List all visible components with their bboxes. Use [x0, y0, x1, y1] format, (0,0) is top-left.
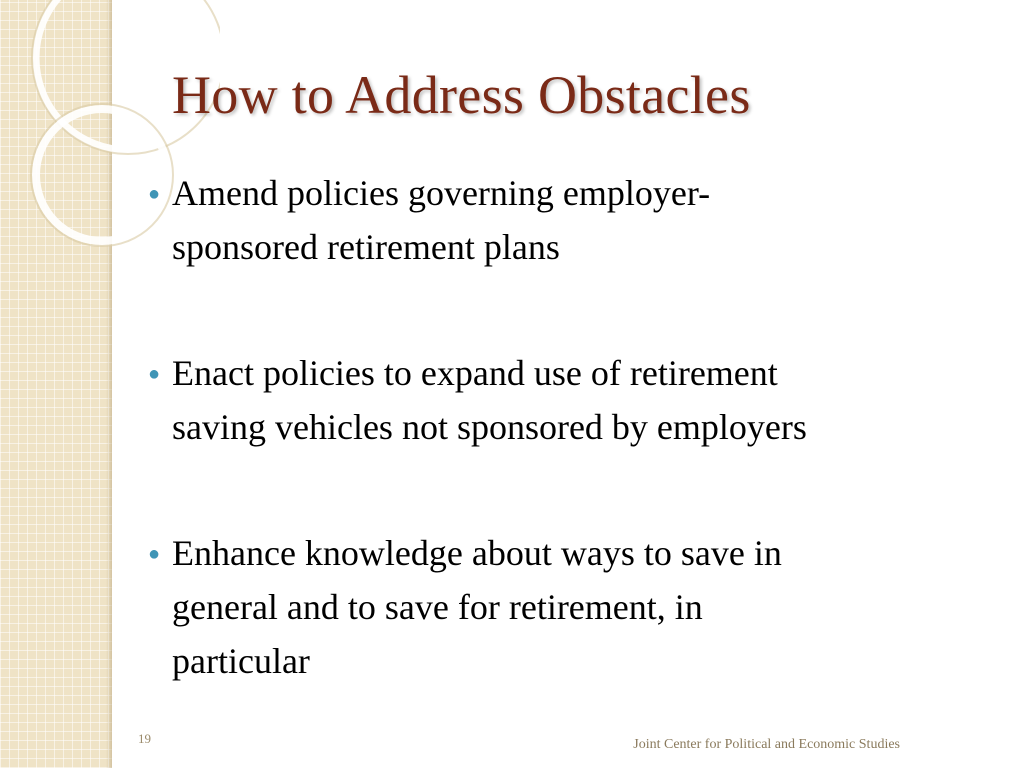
decorative-side-strip: [0, 0, 112, 768]
slide-title: How to Address Obstacles: [172, 65, 751, 125]
bullet-marker-icon: ●: [148, 363, 161, 385]
bullet-item: [148, 166, 998, 274]
bullet-line: particular: [172, 641, 310, 681]
bullet-marker-icon: ●: [148, 543, 161, 565]
bullet-marker-icon: ●: [148, 183, 161, 205]
page-number: 19: [138, 731, 151, 746]
bullet-item: [148, 526, 998, 688]
bullet-text: [172, 526, 782, 688]
bullet-line: sponsored retirement plans: [172, 227, 560, 267]
bullet-item: [148, 346, 998, 454]
bullet-text: [172, 346, 807, 454]
bullet-text: [172, 166, 710, 274]
footer-text: Joint Center for Political and Economic Studies: [633, 737, 900, 752]
bullet-line: saving vehicles not sponsored by employers: [172, 407, 807, 447]
bullet-line: Amend policies governing employer-: [172, 173, 711, 213]
bullet-line: Enhance knowledge about ways to save in: [172, 533, 782, 573]
bullet-line: Enact policies to expand use of retirement: [172, 353, 778, 393]
bullet-line: general and to save for retirement, in: [172, 587, 703, 627]
side-strip-shadow: [106, 0, 112, 768]
